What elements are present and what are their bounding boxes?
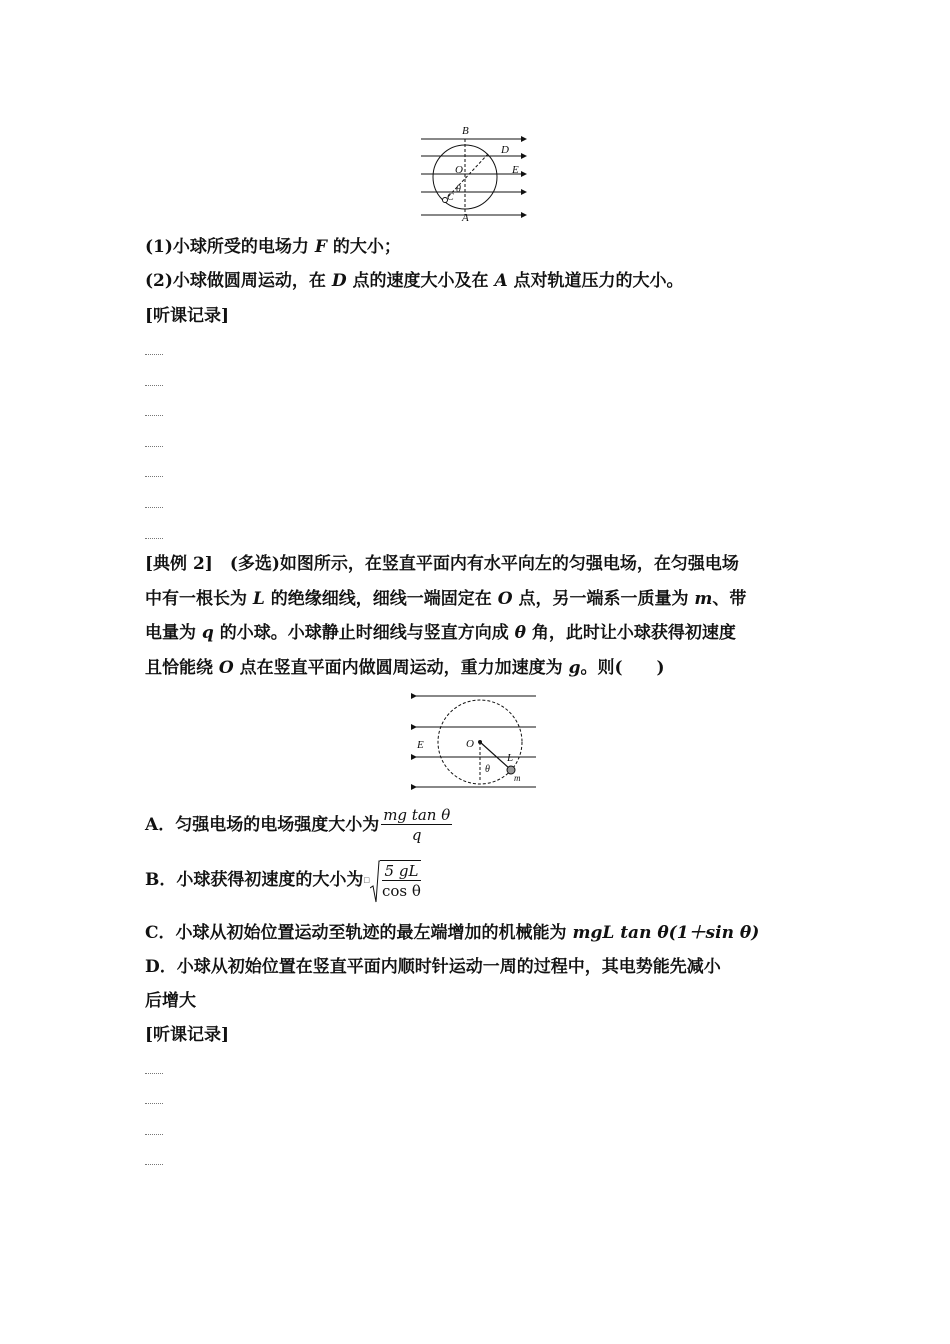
option-A[interactable] (145, 806, 452, 845)
text: 且恰能绕 (145, 658, 219, 678)
note-line[interactable] (145, 507, 163, 508)
fraction-denominator: cos θ (382, 882, 421, 900)
var-m: m (694, 589, 713, 609)
notes-heading-2: [听课记录] (145, 1025, 230, 1045)
var-O: O (497, 589, 513, 609)
var-theta: θ (514, 623, 526, 643)
part2-mid: 点的速度大小及在 (346, 271, 495, 291)
label-O: O (466, 738, 474, 750)
figure-circle-track-svg (418, 122, 533, 222)
pivot-point (478, 740, 482, 744)
var-A: A (494, 271, 508, 291)
note-line[interactable] (145, 538, 163, 539)
option-B[interactable] (145, 860, 421, 901)
var-D: D (331, 271, 347, 291)
text: 点，另一端系一质量为 (512, 589, 695, 609)
example2-line3 (145, 622, 736, 644)
var-L: L (252, 589, 265, 609)
text: 点在竖直平面内做圆周运动，重力加速度为 (233, 658, 569, 678)
option-D-line1[interactable]: D．小球从初始位置在竖直平面内顺时针运动一周的过程中，其电势能先减小 (145, 957, 721, 977)
var-O: O (218, 658, 234, 678)
label-B: B (462, 125, 469, 137)
label-E: E (512, 164, 519, 176)
option-C[interactable] (145, 922, 759, 944)
note-line[interactable] (145, 476, 163, 477)
note-line[interactable] (145, 1103, 163, 1104)
example2-line1 (145, 553, 739, 575)
label-O: O (455, 164, 463, 176)
var-q: q (201, 623, 214, 643)
note-line[interactable] (145, 1134, 163, 1135)
var-g: g (568, 658, 581, 678)
option-C-expression: mgL tan θ(1＋sin θ) (572, 923, 760, 943)
option-A-label: A．匀强电场的电场强度大小为 (145, 815, 380, 835)
text: 的绝缘细线，细线一端固定在 (264, 589, 498, 609)
text: 角，此时让小球获得初速度 (526, 623, 736, 643)
label-theta: θ (456, 184, 461, 195)
text: 的小球。小球静止时细线与竖直方向成 (213, 623, 515, 643)
note-line[interactable] (145, 415, 163, 416)
label-m: m (514, 773, 521, 783)
label-E: E (417, 739, 424, 751)
figure-circle-track (418, 122, 533, 222)
part2-prefix: (2)小球做圆周运动，在 (145, 271, 332, 291)
note-line[interactable] (145, 1164, 163, 1165)
example2-line1-text: (多选)如图所示，在竖直平面内有水平向左的匀强电场，在匀强电场 (212, 554, 739, 574)
label-A: A (462, 212, 469, 222)
note-line[interactable] (145, 1073, 163, 1074)
text: 、带 (712, 589, 747, 609)
option-C-label: C．小球从初始位置运动至轨迹的最左端增加的机械能为 (145, 923, 573, 943)
text: 。则( ) (580, 658, 665, 678)
example-tag: [典例 2] (145, 554, 213, 574)
square-root (370, 860, 421, 901)
part1-prefix: (1)小球所受的电场力 (145, 237, 315, 257)
part2-suffix: 点对轨道压力的大小。 (507, 271, 684, 291)
label-D: D (501, 144, 509, 156)
radical-sign-icon (370, 860, 380, 904)
example2-line2 (145, 588, 746, 610)
fraction-numerator: 5 gL (382, 862, 421, 881)
question-part-1 (145, 236, 401, 258)
label-L: L (507, 752, 514, 764)
label-C: C (447, 192, 454, 203)
example2-line4 (145, 657, 665, 679)
text: 中有一根长为 (145, 589, 253, 609)
question-part-2 (145, 270, 684, 292)
notes-heading: [听课记录] (145, 306, 230, 326)
fraction (381, 806, 452, 845)
part1-suffix: 的大小； (326, 237, 401, 257)
fraction-denominator: q (411, 826, 422, 844)
option-B-label: B．小球获得初速度的大小为 (145, 870, 364, 890)
text: 电量为 (145, 623, 202, 643)
fraction (382, 862, 421, 901)
figure-pendulum-field (410, 690, 540, 790)
fraction-numerator: mg tan θ (383, 806, 451, 824)
figure-pendulum-svg (410, 690, 540, 790)
var-F: F (314, 237, 327, 257)
placeholder-glyph: □ (363, 875, 370, 884)
note-line[interactable] (145, 446, 163, 447)
note-line[interactable] (145, 354, 163, 355)
option-D-line2[interactable]: 后增大 (145, 991, 196, 1011)
label-theta: θ (485, 764, 490, 775)
note-line[interactable] (145, 385, 163, 386)
